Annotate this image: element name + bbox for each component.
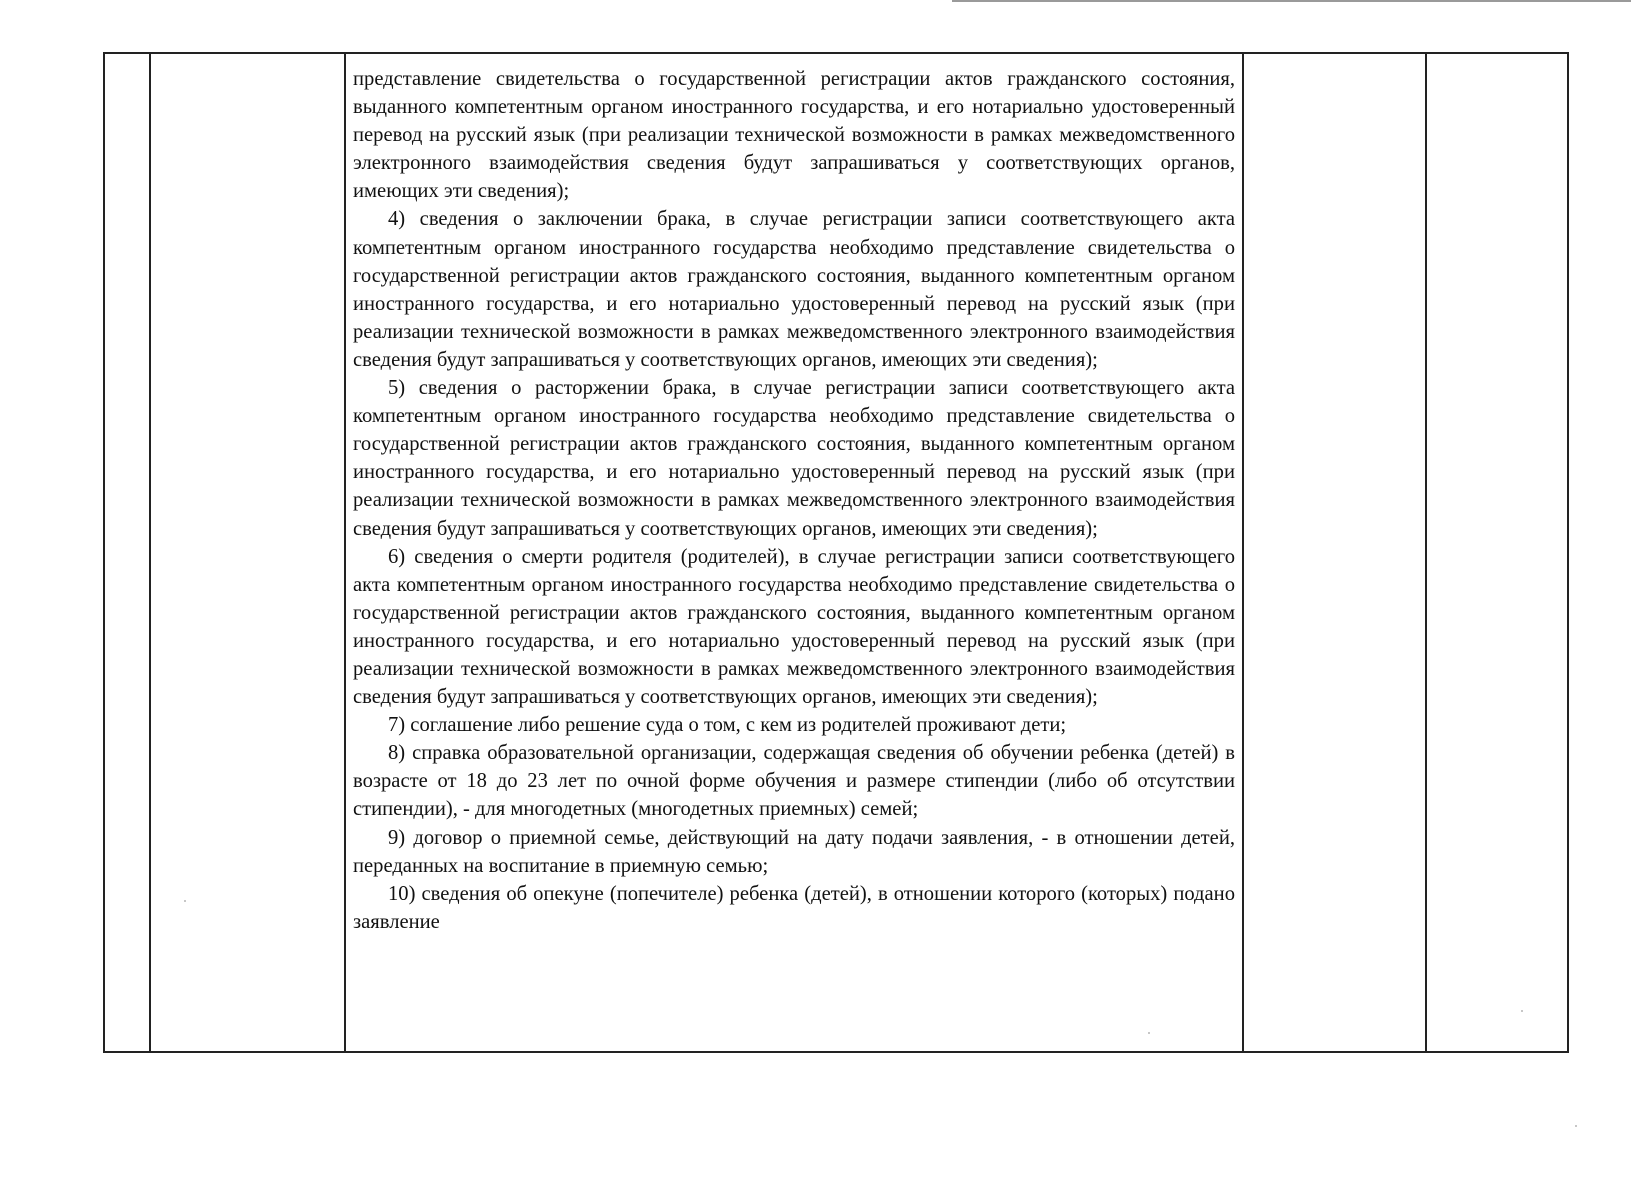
paragraph-item-9: 9) договор о приемной семье, действующий на дату подачи заявления, - в отношении детей, переданных на воспитание в приемную семью; — [353, 826, 1235, 877]
document-table — [103, 52, 1569, 1053]
paragraph-item-10: 10) сведения об опекуне (попечителе) ребенка (детей), в отношении которого (которых) подано заявление — [353, 882, 1235, 933]
table-cell-number — [104, 53, 150, 1052]
table-cell-empty-b — [1426, 53, 1568, 1052]
scan-edge-line — [952, 0, 1631, 2]
table-cell-empty-a — [1243, 53, 1426, 1052]
table-cell-documents — [345, 53, 1243, 1052]
paragraph-item-6: 6) сведения о смерти родителя (родителей), в случае регистрации записи соответствующего акта компетентным органом иностранного государства необходимо представление свидетельства о государственной регистрации актов гражданского состояния, выданного компетентным органом иностранного государства, и его нотариально удостоверенный перевод на русский язык (при реализации технической возможности в рамках межведомственного электронного взаимодействия сведения будут запрашиваться у соответствующих органов, имеющих эти сведения); — [353, 545, 1235, 709]
paragraph-item-7: 7) соглашение либо решение суда о том, с кем из родителей проживают дети; — [388, 714, 1067, 737]
table-cell-name — [150, 53, 345, 1052]
paragraph-item-4: 4) сведения о заключении брака, в случае регистрации записи соответствующего акта компетентным органом иностранного государства необходимо представление свидетельства о государственной регистрации актов гражданского состояния, выданного компетентным органом иностранного государства, и его нотариально удостоверенный перевод на русский язык (при реализации технической возможности в рамках межведомственного электронного взаимодействия сведения будут запрашиваться у соответствующих органов, имеющих эти сведения); — [353, 208, 1235, 371]
scan-speck — [184, 900, 186, 902]
table-row — [104, 53, 1568, 1052]
paragraph-item-5: 5) сведения о расторжении брака, в случае регистрации записи соответствующего акта компетентным органом иностранного государства необходимо представление свидетельства о государственной регистрации актов гражданского состояния, выданного компетентным органом иностранного государства, и его нотариально удостоверенный перевод на русский язык (при реализации технической возможности в рамках межведомственного электронного взаимодействия сведения будут запрашиваться у соответствующих органов, имеющих эти сведения); — [353, 377, 1235, 540]
scan-speck — [1575, 1125, 1577, 1127]
scan-speck — [1148, 1032, 1150, 1034]
paragraph-item-8: 8) справка образовательной организации, содержащая сведения об обучении ребенка (детей) в возрасте от 18 до 23 лет по очной форме обучения и размере стипендии (либо об отсутствии стипендии), - для многодетных (многодетных приемных) семей; — [353, 742, 1235, 821]
scan-speck — [1521, 1010, 1523, 1012]
paragraph-continuation: представление свидетельства о государственной регистрации актов гражданского состояния, выданного компетентным органом иностранного государства, и его нотариально удостоверенный перевод на русский язык (при реализации технической возможности в рамках межведомственного электронного взаимодействия сведения будут запрашиваться у соответствующих органов, имеющих эти сведения); — [353, 68, 1235, 203]
